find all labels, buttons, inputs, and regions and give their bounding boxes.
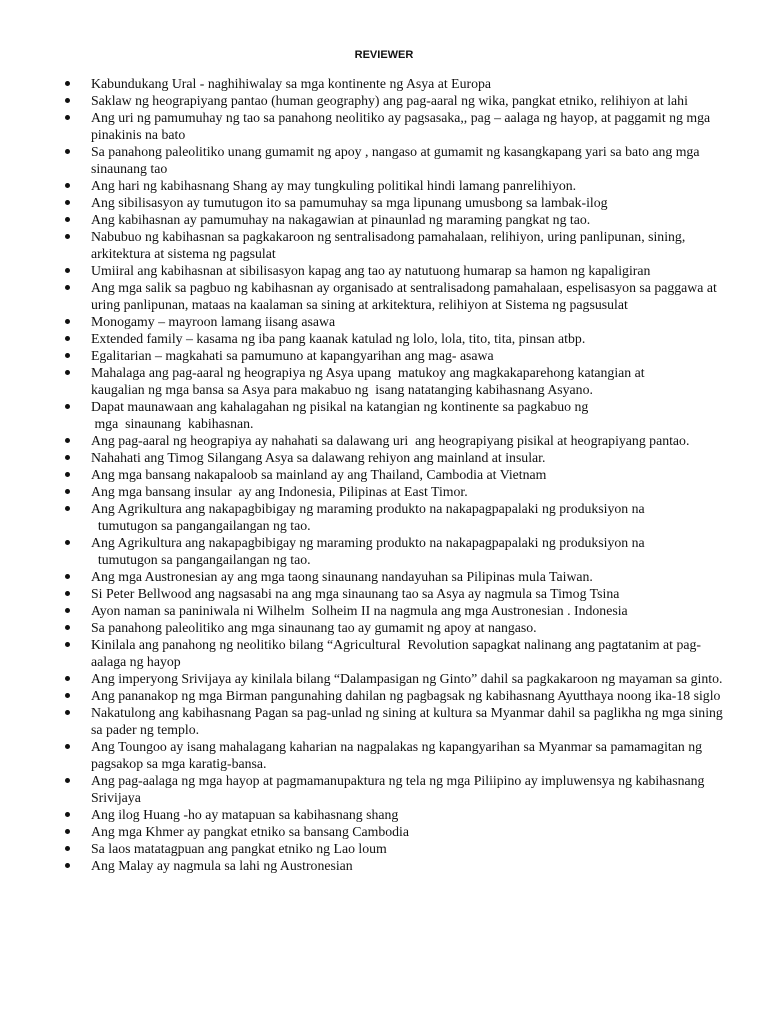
bullet-icon — [65, 778, 70, 783]
list-item — [0, 772, 768, 806]
bullet-icon — [65, 115, 70, 120]
list-item — [0, 194, 768, 211]
bullet-icon — [65, 285, 70, 290]
list-item-text: Ang mga Khmer ay pangkat etniko sa bansang Cambodia — [91, 824, 410, 839]
bullet-icon — [65, 81, 70, 86]
list-item-text: Si Peter Bellwood ang nagsasabi na ang mga sinaunang tao sa Asya ay nagmula sa Timog Tsina — [91, 586, 620, 601]
bullet-icon — [65, 370, 70, 375]
list-item — [0, 568, 768, 585]
list-item — [0, 211, 768, 228]
list-item-text: Ang pag-aalaga ng mga hayop at pagmamanupaktura ng tela ng mga Piliipino ay impluwensya ng kabihasnang Srivijaya — [91, 773, 708, 805]
list-item — [0, 177, 768, 194]
list-item-text: Saklaw ng heograpiyang pantao (human geography) ang pag-aaral ng wika, pangkat etniko, relihiyon at lahi — [91, 93, 688, 108]
bullet-icon — [65, 506, 70, 511]
bullet-icon — [65, 336, 70, 341]
list-item — [0, 364, 768, 398]
list-item — [0, 483, 768, 500]
bullet-icon — [65, 183, 70, 188]
list-item-text: Monogamy – mayroon lamang iisang asawa — [91, 314, 336, 329]
list-item-text: Ang hari ng kabihasnang Shang ay may tungkuling politikal hindi lamang panrelihiyon. — [91, 178, 577, 193]
list-item-text: Ang mga bansang insular ay ang Indonesia, Pilipinas at East Timor. — [91, 484, 468, 499]
list-item-text: Nakatulong ang kabihasnang Pagan sa pag-unlad ng sining at kultura sa Myanmar dahil sa paglikha ng mga sining sa pader ng templo. — [91, 705, 727, 737]
list-item — [0, 109, 768, 143]
bullet-icon — [65, 625, 70, 630]
list-item-text: Nahahati ang Timog Silangang Asya sa dalawang rehiyon ang mainland at insular. — [91, 450, 546, 465]
list-item-text: Ang pag-aaral ng heograpiya ay nahahati sa dalawang uri ang heograpiyang pisikal at heograpiyang pantao. — [91, 433, 690, 448]
list-item-text: Ang Malay ay nagmula sa lahi ng Austronesian — [91, 858, 353, 873]
list-item-text: Ang kabihasnan ay pamumuhay na nakagawian at pinaunlad ng maraming pangkat ng tao. — [91, 212, 591, 227]
list-item — [0, 704, 768, 738]
list-item-text: Sa panahong paleolitiko ang mga sinaunang tao ay gumamit ng apoy at nangaso. — [91, 620, 537, 635]
list-item-text: Ang mga bansang nakapaloob sa mainland ay ang Thailand, Cambodia at Vietnam — [91, 467, 547, 482]
bullet-icon — [65, 710, 70, 715]
list-item — [0, 313, 768, 330]
list-item-text: Ang mga Austronesian ay ang mga taong sinaunang nandayuhan sa Pilipinas mula Taiwan. — [91, 569, 593, 584]
list-item — [0, 823, 768, 840]
list-item-text: Ayon naman sa paniniwala ni Wilhelm Solheim II na nagmula ang mga Austronesian . Indonesia — [91, 603, 628, 618]
bullet-icon — [65, 744, 70, 749]
bullet-icon — [65, 200, 70, 205]
bullet-icon — [65, 608, 70, 613]
bullet-icon — [65, 540, 70, 545]
bullet-icon — [65, 489, 70, 494]
bullet-icon — [65, 591, 70, 596]
list-item-text: Umiiral ang kabihasnan at sibilisasyon kapag ang tao ay natutuong humarap sa hamon ng kapaligiran — [91, 263, 651, 278]
bullet-icon — [65, 574, 70, 579]
list-item-text: Ang sibilisasyon ay tumutugon ito sa pamumuhay sa mga lipunang umusbong sa lambak-ilog — [91, 195, 608, 210]
list-item-text: Ang Agrikultura ang nakapagbibigay ng maraming produkto na nakapagpapalaki ng produksiyon na tumutugon sa pangangailangan ng tao. — [91, 501, 645, 533]
list-item — [0, 619, 768, 636]
list-item — [0, 466, 768, 483]
list-item — [0, 330, 768, 347]
bullet-icon — [65, 472, 70, 477]
list-item — [0, 92, 768, 109]
list-item-text: Ang Toungoo ay isang mahalagang kaharian na nagpalakas ng kapangyarihan sa Myanmar sa pamamagitan ng pagsakop sa mga karatig-bansa. — [91, 739, 706, 771]
list-item — [0, 398, 768, 432]
bullet-icon — [65, 234, 70, 239]
list-item — [0, 228, 768, 262]
bullet-icon — [65, 455, 70, 460]
list-item — [0, 432, 768, 449]
list-item-text: Ang mga salik sa pagbuo ng kabihasnan ay organisado at sentralisadong pamahalaan, espelisasyon sa paggawa at uring panlipunan, mataas na kaalaman sa sining at arkitektura, relihiyon at Sistema ng pagsusulat — [91, 280, 721, 312]
bullet-list — [0, 75, 768, 874]
list-item — [0, 75, 768, 92]
list-item-text: Ang pananakop ng mga Birman pangunahing dahilan ng pagbagsak ng kabihasnang Ayutthaya noong ika-18 siglo — [91, 688, 721, 703]
bullet-icon — [65, 438, 70, 443]
list-item-text: Ang uri ng pamumuhay ng tao sa panahong neolitiko ay pagsasaka,, pag – aalaga ng hayop, at paggamit ng mga pinakinis na bato — [91, 110, 714, 142]
document-title: REVIEWER — [354, 49, 414, 61]
list-item — [0, 602, 768, 619]
bullet-icon — [65, 693, 70, 698]
list-item-text: Egalitarian – magkahati sa pamumuno at kapangyarihan ang mag- asawa — [91, 348, 494, 363]
list-item — [0, 534, 768, 568]
list-item-text: Sa panahong paleolitiko unang gumamit ng apoy , nangaso at gumamit ng kasangkapang yari sa bato ang mga sinaunang tao — [91, 144, 703, 176]
list-item-text: Kinilala ang panahong ng neolitiko bilang “Agricultural Revolution sapagkat nalinang ang pagtatanim at pag-aalaga ng hayop — [91, 637, 701, 669]
bullet-icon — [65, 642, 70, 647]
list-item — [0, 840, 768, 857]
bullet-icon — [65, 812, 70, 817]
list-item — [0, 500, 768, 534]
list-item — [0, 279, 768, 313]
bullet-icon — [65, 98, 70, 103]
bullet-icon — [65, 319, 70, 324]
list-item — [0, 738, 768, 772]
bullet-icon — [65, 863, 70, 868]
list-item-text: Ang Agrikultura ang nakapagbibigay ng maraming produkto na nakapagpapalaki ng produksiyon na tumutugon sa pangangailangan ng tao. — [91, 535, 645, 567]
list-item — [0, 687, 768, 704]
list-item — [0, 449, 768, 466]
list-item-text: Ang imperyong Srivijaya ay kinilala bilang “Dalampasigan ng Ginto” dahil sa pagkakaroon ng mayaman sa ginto. — [91, 671, 723, 686]
list-item-text: Sa laos matatagpuan ang pangkat etniko ng Lao loum — [91, 841, 387, 856]
bullet-icon — [65, 404, 70, 409]
list-item — [0, 585, 768, 602]
bullet-icon — [65, 353, 70, 358]
list-item — [0, 857, 768, 874]
bullet-icon — [65, 149, 70, 154]
bullet-icon — [65, 217, 70, 222]
list-item — [0, 143, 768, 177]
list-item-text: Kabundukang Ural - naghihiwalay sa mga kontinente ng Asya at Europa — [91, 76, 492, 91]
list-item — [0, 806, 768, 823]
list-item — [0, 347, 768, 364]
bullet-icon — [65, 846, 70, 851]
list-item-text: Extended family – kasama ng iba pang kaanak katulad ng lolo, lola, tito, tita, pinsan atbp. — [91, 331, 586, 346]
bullet-icon — [65, 829, 70, 834]
list-item — [0, 262, 768, 279]
list-item-text: Nabubuo ng kabihasnan sa pagkakaroon ng sentralisadong pamahalaan, relihiyon, uring panlipunan, sining, arkitektura at sistema ng pagsulat — [91, 229, 689, 261]
list-item-text: Dapat maunawaan ang kahalagahan ng pisikal na katangian ng kontinente sa pagkabuo ng mga sinaunang kabihasnan. — [91, 399, 589, 431]
list-item — [0, 636, 768, 670]
bullet-icon — [65, 268, 70, 273]
list-item-text: Ang ilog Huang -ho ay matapuan sa kabihasnang shang — [91, 807, 399, 822]
list-item — [0, 670, 768, 687]
list-item-text: Mahalaga ang pag-aaral ng heograpiya ng Asya upang matukoy ang magkakaparehong katangian at kaugalian ng mga bansa sa Asya para makabuo ng isang natatanging kabihasnang Asyano. — [91, 365, 645, 397]
bullet-icon — [65, 676, 70, 681]
